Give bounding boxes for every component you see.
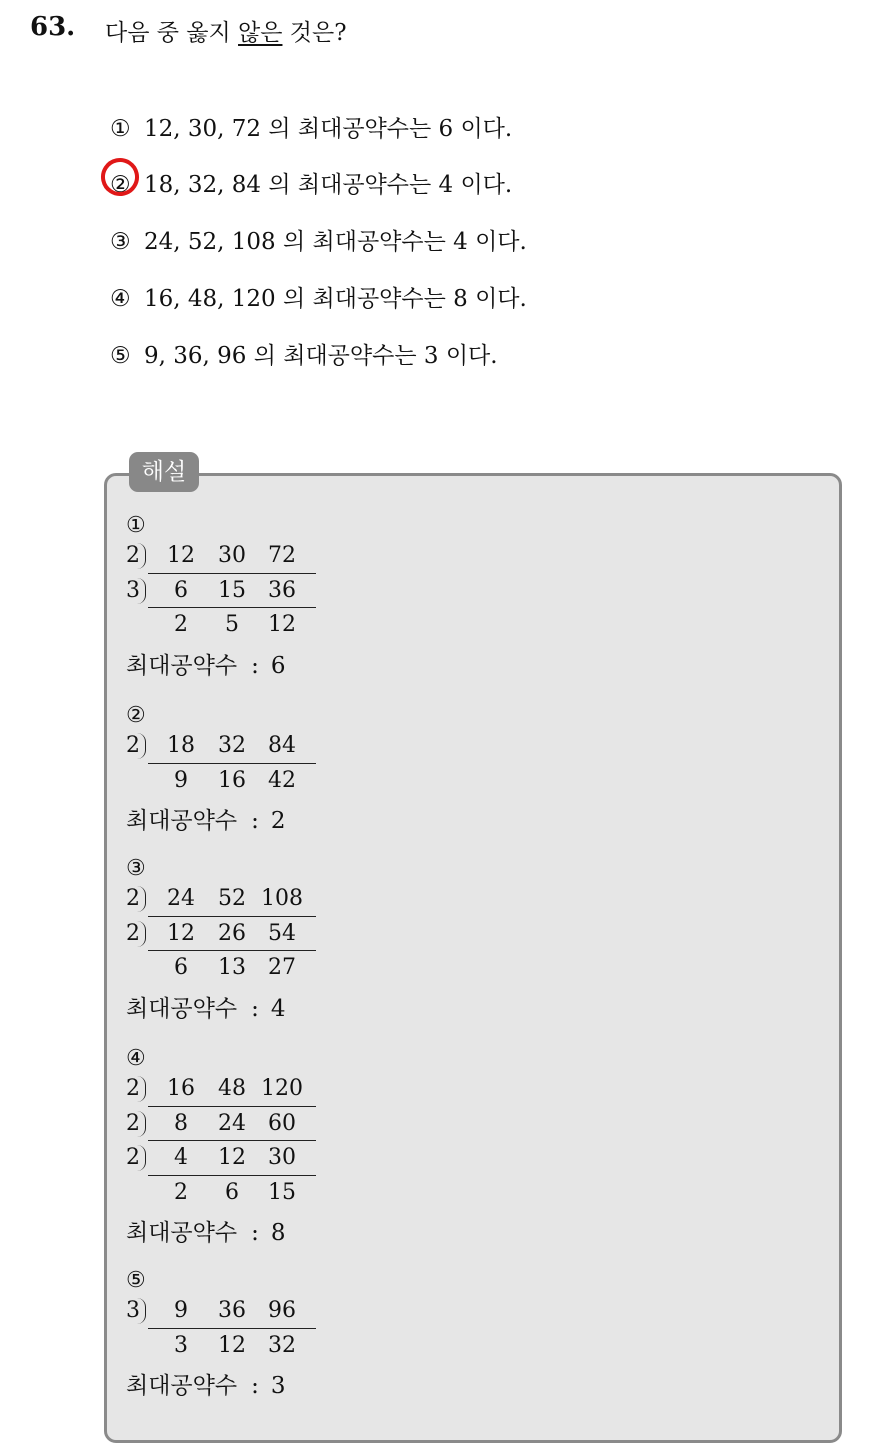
gcd-result: 최대공약수 : 6 — [126, 652, 286, 679]
value-cell: 4 — [174, 1145, 188, 1170]
value-cell: 30 — [268, 1145, 296, 1170]
value-cell: 6 — [225, 1179, 239, 1205]
value-cell: 96 — [268, 1298, 296, 1323]
quotient-row — [126, 1329, 316, 1364]
choice-2-text: 18, 32, 84 의 최대공약수는 4 이다. — [144, 172, 513, 198]
gcd-result: 최대공약수 : 3 — [126, 1373, 286, 1399]
value-cell: 72 — [268, 543, 296, 568]
value-cell: 5 — [225, 612, 239, 637]
divisor: 2 — [126, 886, 152, 911]
gcd-result: 최대공약수 : 8 — [126, 1220, 286, 1246]
choice-5-number: ⑤ — [110, 343, 131, 369]
solution-block-4 — [126, 1046, 316, 1254]
solution-block-2 — [126, 703, 316, 842]
divisor: 2 — [126, 1145, 152, 1170]
value-cell: 84 — [268, 733, 296, 758]
choice-4[interactable] — [110, 280, 527, 313]
choice-5[interactable] — [110, 337, 498, 370]
value-cell: 2 — [174, 1179, 188, 1205]
question-text-start: 다음 중 옳지 — [105, 20, 239, 46]
value-cell: 9 — [174, 1298, 188, 1323]
choice-2-number: ② — [110, 172, 131, 198]
question-number: 63. — [30, 12, 76, 42]
value-cell: 12 — [167, 543, 195, 568]
division-row — [126, 1294, 316, 1329]
value-cell: 24 — [167, 886, 195, 911]
gcd-result: 최대공약수 : 2 — [126, 808, 286, 834]
value-cell: 60 — [268, 1110, 296, 1136]
value-cell: 3 — [174, 1332, 188, 1358]
solution-block-1 — [126, 513, 316, 687]
solution-block-2-mark: ② — [126, 703, 146, 728]
value-cell: 13 — [218, 955, 246, 980]
value-cell: 30 — [218, 543, 246, 568]
gcd-result: 최대공약수 : 4 — [126, 995, 286, 1022]
divisor: 2 — [126, 733, 152, 758]
choice-3[interactable] — [110, 223, 527, 256]
divisor: 2 — [126, 1076, 152, 1101]
solution-block-3 — [126, 856, 316, 1030]
value-cell: 15 — [268, 1179, 296, 1205]
question-text-end: 것은? — [282, 20, 347, 46]
divisor: 3 — [126, 578, 152, 603]
value-cell: 32 — [268, 1332, 296, 1358]
solution-block-4-mark: ④ — [126, 1046, 146, 1071]
value-cell: 16 — [218, 767, 246, 793]
division-row — [126, 882, 316, 917]
solution-tab-label: 해설 — [129, 452, 199, 492]
solution-block-3-mark: ③ — [126, 856, 146, 881]
choice-4-number: ④ — [110, 286, 131, 312]
solution-block-5 — [126, 1268, 316, 1407]
choice-3-text: 24, 52, 108 의 최대공약수는 4 이다. — [144, 229, 527, 255]
value-cell: 54 — [268, 920, 296, 946]
quotient-row — [126, 1176, 316, 1211]
choice-4-text: 16, 48, 120 의 최대공약수는 8 이다. — [144, 286, 527, 312]
value-cell: 6 — [174, 955, 188, 980]
value-cell: 12 — [167, 920, 195, 946]
value-cell: 2 — [174, 612, 188, 637]
quotient-row — [126, 951, 316, 986]
choice-1[interactable] — [110, 110, 512, 143]
quotient-row — [126, 764, 316, 799]
value-cell: 27 — [268, 955, 296, 980]
value-cell: 108 — [261, 886, 303, 911]
value-cell: 32 — [218, 733, 246, 758]
choice-3-number: ③ — [110, 229, 131, 255]
value-cell: 12 — [218, 1145, 246, 1170]
value-cell: 48 — [218, 1076, 246, 1101]
value-cell: 42 — [268, 767, 296, 793]
divisor: 2 — [126, 921, 152, 946]
value-cell: 36 — [218, 1298, 246, 1323]
division-row — [126, 917, 316, 952]
value-cell: 15 — [218, 577, 246, 603]
division-row — [126, 1072, 316, 1107]
value-cell: 12 — [218, 1332, 246, 1358]
solution-block-5-mark: ⑤ — [126, 1268, 146, 1293]
value-cell: 9 — [174, 767, 188, 793]
division-row — [126, 1141, 316, 1176]
value-cell: 120 — [261, 1076, 303, 1101]
solution-block-1-mark: ① — [126, 513, 146, 538]
value-cell: 8 — [174, 1110, 188, 1136]
choice-1-text: 12, 30, 72 의 최대공약수는 6 이다. — [144, 116, 513, 142]
divisor: 2 — [126, 543, 152, 568]
choice-2[interactable] — [110, 166, 512, 199]
value-cell: 36 — [268, 577, 296, 603]
choice-1-number: ① — [110, 116, 131, 142]
division-row — [126, 574, 316, 609]
value-cell: 18 — [167, 733, 195, 758]
divisor: 3 — [126, 1298, 152, 1323]
question-text — [105, 14, 347, 47]
division-row — [126, 539, 316, 574]
value-cell: 12 — [268, 612, 296, 637]
question-text-emphasis: 않은 — [238, 20, 283, 46]
value-cell: 16 — [167, 1076, 195, 1101]
value-cell: 24 — [218, 1110, 246, 1136]
choice-5-text: 9, 36, 96 의 최대공약수는 3 이다. — [144, 343, 498, 369]
value-cell: 52 — [218, 886, 246, 911]
division-row — [126, 1107, 316, 1142]
division-row — [126, 729, 316, 764]
value-cell: 26 — [218, 920, 246, 946]
divisor: 2 — [126, 1111, 152, 1136]
value-cell: 6 — [174, 577, 188, 603]
quotient-row — [126, 608, 316, 643]
